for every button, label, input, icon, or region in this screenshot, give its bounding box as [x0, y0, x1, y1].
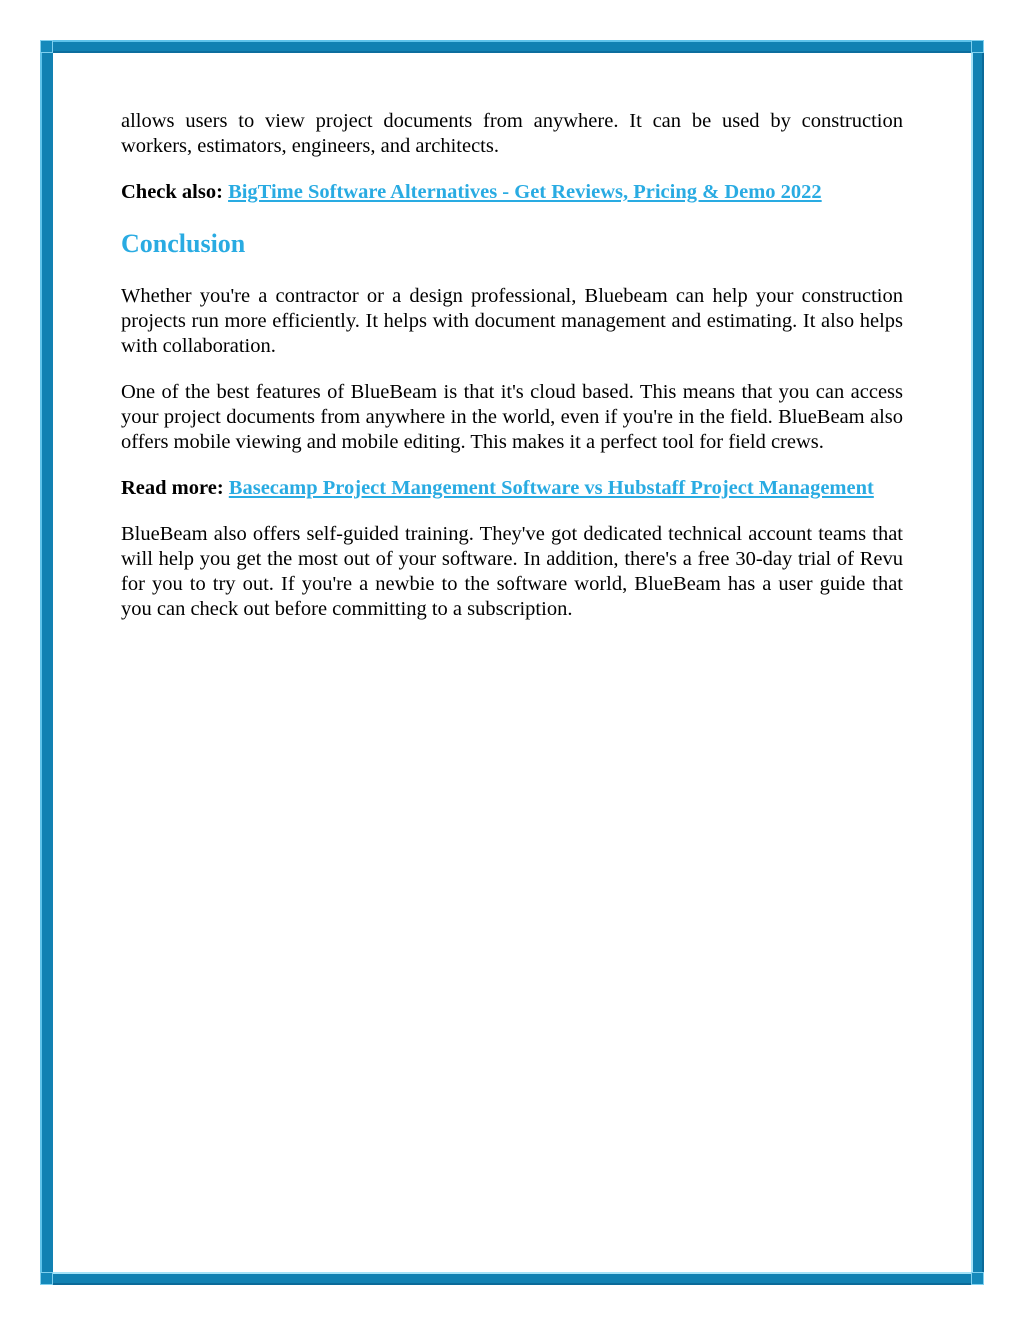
check-also-line: [121, 180, 903, 205]
frame-corner-bottom-right: [971, 1272, 984, 1285]
paragraph-training: BlueBeam also offers self-guided training. They've got dedicated technical account teams that will help you get the most out of your software. In addition, there's a free 30-day trial of Revu for you to try out. If you're a newbie to the software world, BlueBeam has a user guide that you can check out before committing to a subscription.: [121, 523, 903, 620]
frame-corner-top-left: [40, 40, 53, 53]
basecamp-vs-hubstaff-link[interactable]: Basecamp Project Mangement Software vs Hubstaff Project Management: [228, 477, 874, 499]
bigtime-alternatives-link[interactable]: BigTime Software Alternatives - Get Reviews, Pricing & Demo 2022: [228, 181, 822, 203]
check-also-label: Check also:: [121, 181, 223, 203]
read-more-label: Read more:: [121, 477, 224, 499]
paragraph-intro-continuation: allows users to view project documents from anywhere. It can be used by construction workers, estimators, engineers, and architects.: [121, 110, 903, 157]
document-body: [53, 53, 971, 1272]
frame-corner-top-right: [971, 40, 984, 53]
read-more-line: [121, 476, 903, 501]
frame-corner-bottom-left: [40, 1272, 53, 1285]
conclusion-heading: Conclusion: [121, 229, 246, 258]
paragraph-cloud-features: One of the best features of BlueBeam is that it's cloud based. This means that you can access your project documents from anywhere in the world, even if you're in the field. BlueBeam also offers mobile viewing and mobile editing. This makes it a perfect tool for field crews.: [121, 381, 903, 453]
paragraph-whether-contractor: Whether you're a contractor or a design professional, Bluebeam can help your construction projects run more efficiently. It helps with document management and estimating. It also helps with collaboration.: [121, 285, 903, 357]
